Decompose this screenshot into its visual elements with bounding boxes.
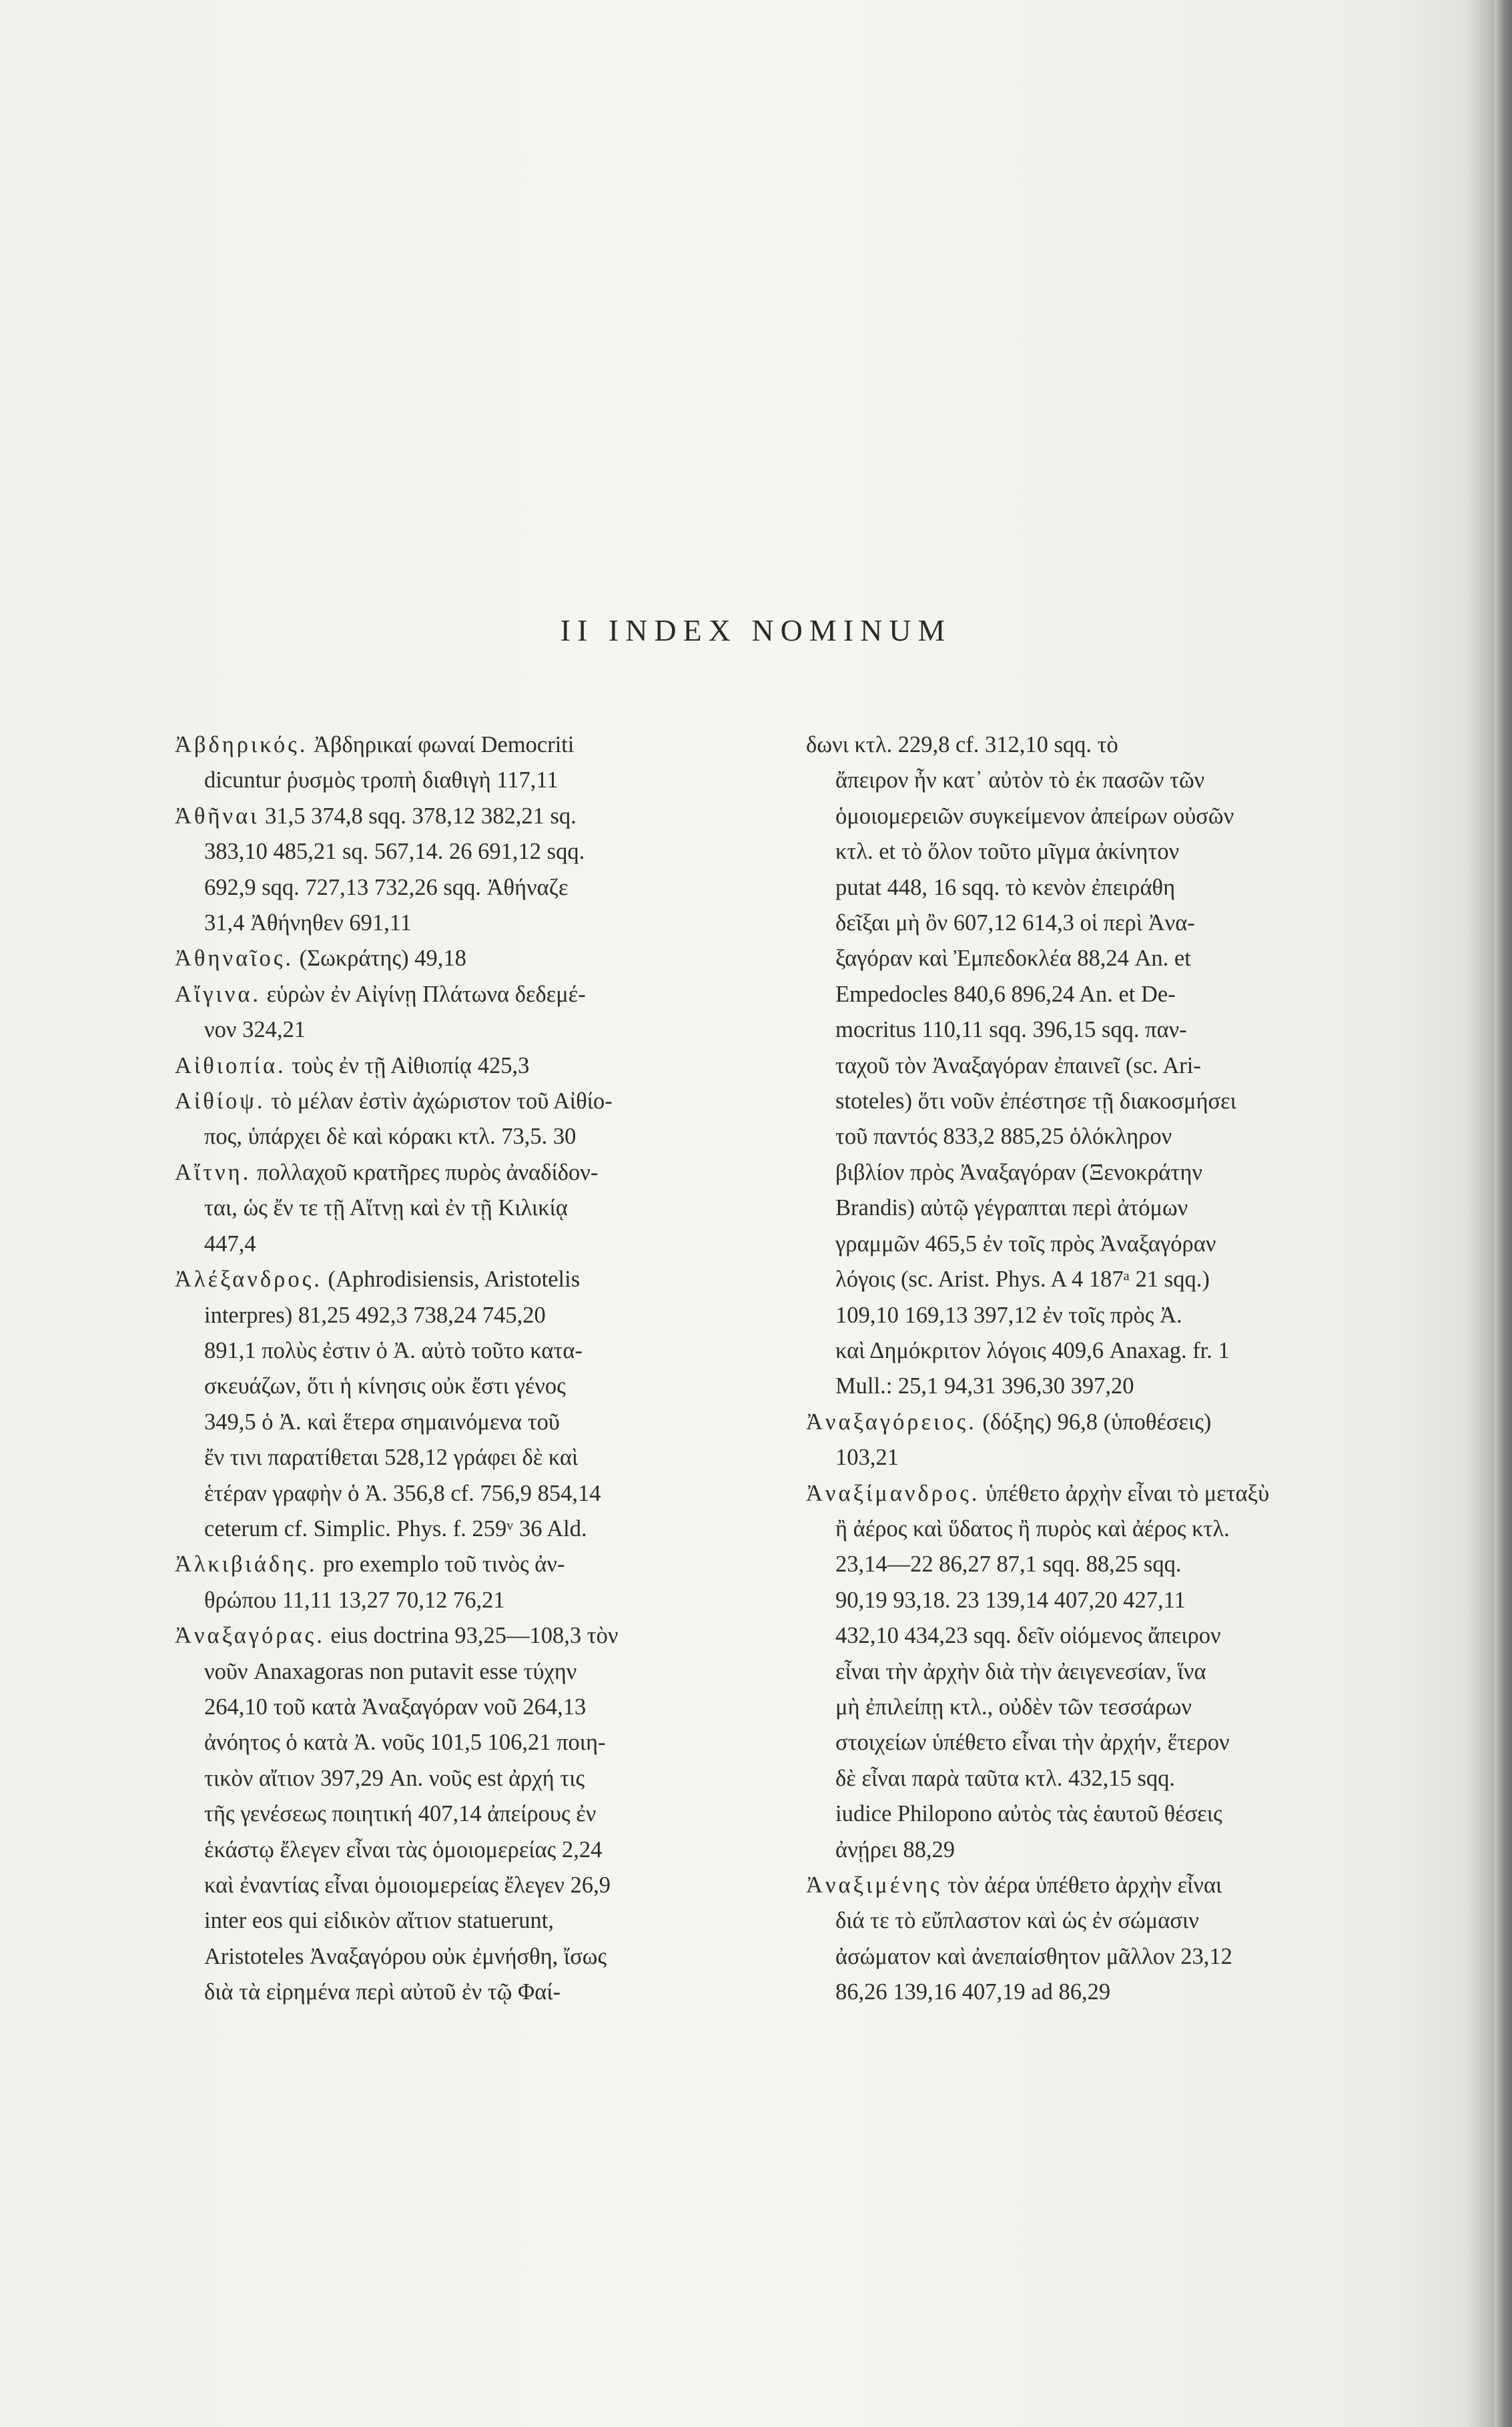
entry-text: θρώπου 11,11 13,27 70,12 76,21: [204, 1587, 505, 1613]
entry-text: 90,19 93,18. 23 139,14 407,20 427,11: [835, 1587, 1186, 1613]
entry-line: [175, 1190, 795, 1226]
index-entry: [806, 1868, 1388, 2011]
entry-text: ταχοῦ τὸν Ἀναξαγόραν ἐπαινεῖ (sc. Ari-: [835, 1052, 1201, 1078]
entry-text: πολλαχοῦ κρατῆρες πυρὸς ἀναδίδον-: [256, 1159, 599, 1185]
entry-line: [806, 1690, 1388, 1725]
entry-text: τὸ μέλαν ἐστὶν ἀχώριστον τοῦ Αἰθίο-: [271, 1088, 613, 1114]
index-entry: [175, 1155, 795, 1262]
left-column: [175, 727, 795, 2011]
entry-text: νον 324,21: [204, 1017, 306, 1043]
index-entry: [175, 977, 795, 1048]
entry-line: [806, 1868, 1388, 1903]
entry-lemma: Αἰθίοψ.: [175, 1088, 266, 1114]
entry-lemma: Ἀλέξανδρος.: [175, 1267, 322, 1293]
entry-text: 264,10 τοῦ κατὰ Ἀναξαγόραν νοῦ 264,13: [204, 1694, 587, 1720]
entry-text: πος, ὑπάρχει δὲ καὶ κόρακι κτλ. 73,5. 30: [204, 1124, 577, 1150]
entry-text: τῆς γενέσεως ποιητική 407,14 ἀπείρους ἐν: [204, 1801, 597, 1827]
entry-text: 432,10 434,23 sqq. δεῖν οἰόμενος ἄπειρον: [835, 1623, 1221, 1649]
entry-lemma: Αἴγινα.: [175, 981, 262, 1007]
index-entry: [175, 799, 795, 942]
entry-line: [175, 1903, 795, 1939]
entry-text: pro exemplo τοῦ τινὸς ἀν-: [323, 1551, 565, 1578]
entry-line: [806, 1227, 1388, 1262]
index-entry: [175, 1048, 795, 1084]
entry-line: [806, 1048, 1388, 1084]
entry-line: [175, 1405, 795, 1440]
entry-line: [806, 1369, 1388, 1404]
entry-line: [806, 1012, 1388, 1048]
entry-line: [175, 1440, 795, 1475]
entry-text: 109,10 169,13 397,12 ἐν τοῖς πρὸς Ἀ.: [835, 1302, 1182, 1328]
entry-text: stoteles) ὅτι νοῦν ἐπέστησε τῇ διακοσμήσει: [835, 1088, 1236, 1114]
entry-text: putat 448, 16 sqq. τὸ κενὸν ἐπειράθη: [835, 874, 1176, 900]
entry-text: ἢ ἀέρος καὶ ὕδατος ἢ πυρὸς καὶ ἀέρος κτλ.: [835, 1515, 1230, 1541]
entry-text: iudice Philopono αὐτὸς τὰς ἑαυτοῦ θέσεις: [835, 1801, 1222, 1827]
entry-text: 31,5 374,8 sqq. 378,12 382,21 sq.: [265, 803, 577, 829]
entry-line: [806, 1155, 1388, 1190]
entry-line: [175, 763, 795, 798]
entry-text: κτλ. et τὸ ὅλον τοῦτο μῖγμα ἀκίνητον: [835, 839, 1180, 865]
book-spine-shadow: [1495, 0, 1512, 2427]
entry-line: [175, 1119, 795, 1154]
entry-line: [175, 1654, 795, 1690]
entry-line: [175, 1298, 795, 1333]
entry-text: eius doctrina 93,25—108,3 τὸν: [330, 1623, 619, 1649]
entry-line: [175, 799, 795, 834]
entry-line: [175, 1725, 795, 1760]
entry-text: νοῦν Anaxagoras non putavit esse τύχην: [204, 1658, 577, 1684]
entry-line: [806, 1298, 1388, 1333]
entry-text: 23,14—22 86,27 87,1 sqq. 88,25 sqq.: [835, 1551, 1182, 1578]
entry-line: [175, 727, 795, 763]
entry-line: [806, 1654, 1388, 1690]
entry-text: (Σωκράτης) 49,18: [299, 946, 466, 972]
entry-text: ὁμοιομερειῶν συγκείμενον ἀπείρων οὐσῶν: [835, 803, 1234, 829]
entry-text: Aristoteles Ἀναξαγόρου οὐκ ἐμνήσθη, ἴσως: [204, 1943, 607, 1969]
entry-text: δωνι κτλ. 229,8 cf. 312,10 sqq. τὸ: [806, 732, 1118, 757]
entry-line: [806, 799, 1388, 834]
entry-line: [175, 1476, 795, 1511]
entry-text: διὰ τὰ εἰρημένα περὶ αὐτοῦ ἐν τῷ Φαί-: [204, 1979, 561, 2005]
index-entry: [175, 941, 795, 976]
entry-text: ἀσώματον καὶ ἀνεπαίσθητον μᾶλλον 23,12: [835, 1943, 1232, 1969]
entry-line: [175, 1583, 795, 1618]
entry-line: [175, 906, 795, 941]
entry-text: ὑπέθετο ἀρχὴν εἶναι τὸ μεταξὺ: [986, 1480, 1270, 1506]
entry-line: [806, 1119, 1388, 1154]
entry-text: mocritus 110,11 sqq. 396,15 sqq. παν-: [835, 1017, 1187, 1043]
entry-text: Mull.: 25,1 94,31 396,30 397,20: [835, 1373, 1134, 1399]
entry-line: [175, 1048, 795, 1084]
entry-text: εὑρὼν ἐν Αἰγίνῃ Πλάτωνα δεδεμέ-: [266, 981, 586, 1007]
entry-line: [806, 941, 1388, 976]
entry-line: [806, 727, 1388, 763]
entry-line: [175, 977, 795, 1012]
entry-line: [806, 870, 1388, 906]
entry-line: [806, 1939, 1388, 1975]
index-entry: [175, 1618, 795, 2010]
entry-text: τοὺς ἐν τῇ Αἰθιοπίᾳ 425,3: [292, 1052, 530, 1078]
entry-text: δεῖξαι μὴ ὂν 607,12 614,3 οἱ περὶ Ἀνα-: [835, 910, 1195, 936]
entry-lemma: Ἀναξιμένης: [806, 1872, 942, 1898]
entry-text: 103,21: [835, 1445, 899, 1471]
entry-text: 447,4: [204, 1231, 256, 1257]
entry-text: (Aphrodisiensis, Aristotelis: [328, 1267, 581, 1293]
entry-line: [175, 1939, 795, 1975]
entry-line: [806, 1547, 1388, 1582]
entry-text: 383,10 485,21 sq. 567,14. 26 691,12 sqq.: [204, 839, 585, 865]
entry-line: [806, 906, 1388, 941]
entry-line: [175, 1796, 795, 1832]
entry-text: εἶναι τὴν ἀρχὴν διὰ τὴν ἀειγενεσίαν, ἵνα: [835, 1658, 1206, 1684]
entry-line: [806, 1618, 1388, 1654]
index-entry: [806, 1476, 1388, 1868]
entry-line: [806, 1476, 1388, 1511]
entry-text: ται, ὡς ἔν τε τῇ Αἴτνῃ καὶ ἐν τῇ Κιλικίᾳ: [204, 1195, 568, 1221]
entry-line: [806, 1084, 1388, 1119]
entry-lemma: Ἀναξαγόρειος.: [806, 1409, 977, 1435]
entry-line: [806, 1190, 1388, 1226]
entry-line: [806, 1725, 1388, 1760]
entry-text: ἀνῄρει 88,29: [835, 1836, 955, 1862]
entry-text: inter eos qui εἰδικὸν αἴτιον statuerunt,: [204, 1908, 554, 1934]
entry-line: [175, 1012, 795, 1048]
entry-line: [806, 1405, 1388, 1440]
entry-line: [806, 1796, 1388, 1832]
entry-text: ἑτέραν γραφὴν ὁ Ἀ. 356,8 cf. 756,9 854,14: [204, 1480, 601, 1506]
entry-text: λόγοις (sc. Arist. Phys. A 4 187ᵃ 21 sqq.): [835, 1267, 1210, 1293]
entry-lemma: Ἀθῆναι: [175, 803, 260, 829]
entry-text: 86,26 139,16 407,19 ad 86,29: [835, 1979, 1111, 2005]
entry-text: (δόξης) 96,8 (ὑποθέσεις): [982, 1409, 1212, 1435]
entry-line: [175, 1868, 795, 1903]
entry-line: [806, 834, 1388, 870]
entry-line: [175, 1975, 795, 2010]
index-entry: [175, 727, 795, 799]
entry-lemma: Αἰθιοπία.: [175, 1052, 286, 1078]
entry-line: [175, 1547, 795, 1582]
entry-lemma: Ἀβδηρικός.: [175, 732, 308, 757]
page-title: II INDEX NOMINUM: [560, 613, 952, 647]
entry-text: 31,4 Ἀθήνηθεν 691,11: [204, 910, 412, 936]
entry-text: μὴ ἐπιλείπῃ κτλ., οὐδὲν τῶν τεσσάρων: [835, 1694, 1192, 1720]
entry-line: [806, 977, 1388, 1012]
entry-text: καὶ ἐναντίας εἶναι ὁμοιομερείας ἔλεγεν 26,9: [204, 1872, 611, 1898]
entry-text: στοιχείων ὑπέθετο εἶναι τὴν ἀρχήν, ἕτερον: [835, 1730, 1230, 1756]
entry-line: [806, 1511, 1388, 1547]
entry-text: 891,1 πολὺς ἐστιν ὁ Ἀ. αὐτὸ τοῦτο κατα-: [204, 1337, 583, 1363]
entry-lemma: Ἀλκιβιάδης.: [175, 1551, 318, 1578]
entry-lemma: Ἀναξαγόρας.: [175, 1623, 325, 1649]
entry-line: [806, 1903, 1388, 1939]
entry-line: [806, 1262, 1388, 1297]
entry-line: [175, 1832, 795, 1868]
entry-text: σκευάζων, ὅτι ἡ κίνησις οὐκ ἔστι γένος: [204, 1373, 566, 1399]
entry-line: [175, 834, 795, 870]
entry-line: [175, 1227, 795, 1262]
entry-text: τοῦ παντός 833,2 885,25 ὁλόκληρον: [835, 1124, 1172, 1150]
index-entry: [175, 1262, 795, 1547]
entry-text: ceterum cf. Simplic. Phys. f. 259ᵛ 36 Ald.: [204, 1515, 587, 1541]
entry-line: [806, 1583, 1388, 1618]
entry-line: [175, 941, 795, 976]
entry-text: τικὸν αἴτιον 397,29 An. νοῦς est ἀρχή τις: [204, 1765, 585, 1791]
entry-line: [806, 763, 1388, 798]
entry-line: [175, 1511, 795, 1547]
entry-text: γραμμῶν 465,5 ἐν τοῖς πρὸς Ἀναξαγόραν: [835, 1231, 1216, 1257]
entry-text: Ἀβδηρικαί φωναί Democriti: [314, 732, 575, 757]
entry-text: ξαγόραν καὶ Ἐμπεδοκλέα 88,24 An. et: [835, 946, 1191, 972]
index-entry: [175, 1547, 795, 1618]
entry-line: [175, 1618, 795, 1654]
entry-text: τὸν ἀέρα ὑπέθετο ἀρχὴν εἶναι: [948, 1872, 1222, 1898]
entry-line: [175, 1084, 795, 1119]
entry-text: ἔν τινι παρατίθεται 528,12 γράφει δὲ καὶ: [204, 1445, 579, 1471]
entry-line: [175, 1761, 795, 1796]
entry-line: [806, 1440, 1388, 1475]
entry-line: [806, 1975, 1388, 2010]
entry-line: [175, 1690, 795, 1725]
entry-text: dicuntur ῥυσμὸς τροπὴ διαθιγὴ 117,11: [204, 767, 558, 793]
entry-text: interpres) 81,25 492,3 738,24 745,20: [204, 1302, 546, 1328]
right-column: [806, 727, 1388, 2011]
entry-line: [806, 1832, 1388, 1868]
entry-lemma: Αἴτνη.: [175, 1159, 252, 1185]
entry-text: δὲ εἶναι παρὰ ταῦτα κτλ. 432,15 sqq.: [835, 1765, 1175, 1791]
entry-line: [175, 1369, 795, 1404]
entry-text: καὶ Δημόκριτον λόγοις 409,6 Anaxag. fr. 1: [835, 1337, 1230, 1363]
entry-text: ἀνόητος ὁ κατὰ Ἀ. νοῦς 101,5 106,21 ποιη-: [204, 1730, 606, 1756]
index-entry: [806, 1405, 1388, 1476]
index-entry: [806, 727, 1388, 1405]
entry-line: [806, 1761, 1388, 1796]
entry-text: ἄπειρον ἦν κατ᾽ αὐτὸν τὸ ἐκ πασῶν τῶν: [835, 767, 1205, 793]
index-entry: [175, 1084, 795, 1155]
entry-line: [175, 1333, 795, 1369]
entry-lemma: Ἀθηναῖος.: [175, 946, 294, 972]
entry-line: [806, 1333, 1388, 1369]
entry-lemma: Ἀναξίμανδρος.: [806, 1480, 980, 1506]
entry-text: Empedocles 840,6 896,24 An. et De-: [835, 981, 1176, 1007]
entry-line: [175, 1155, 795, 1190]
entry-line: [175, 870, 795, 906]
entry-text: βιβλίον πρὸς Ἀναξαγόραν (Ξενοκράτην: [835, 1159, 1203, 1185]
entry-line: [175, 1262, 795, 1297]
entry-text: Brandis) αὐτῷ γέγραπται περὶ ἀτόμων: [835, 1195, 1188, 1221]
entry-text: διά τε τὸ εὔπλαστον καὶ ὡς ἐν σώμασιν: [835, 1908, 1199, 1934]
entry-text: 349,5 ὁ Ἀ. καὶ ἕτερα σημαινόμενα τοῦ: [204, 1409, 560, 1435]
entry-text: ἑκάστῳ ἔλεγεν εἶναι τὰς ὁμοιομερείας 2,24: [204, 1836, 603, 1862]
entry-text: 692,9 sqq. 727,13 732,26 sqq. Ἀθήναζε: [204, 874, 569, 900]
